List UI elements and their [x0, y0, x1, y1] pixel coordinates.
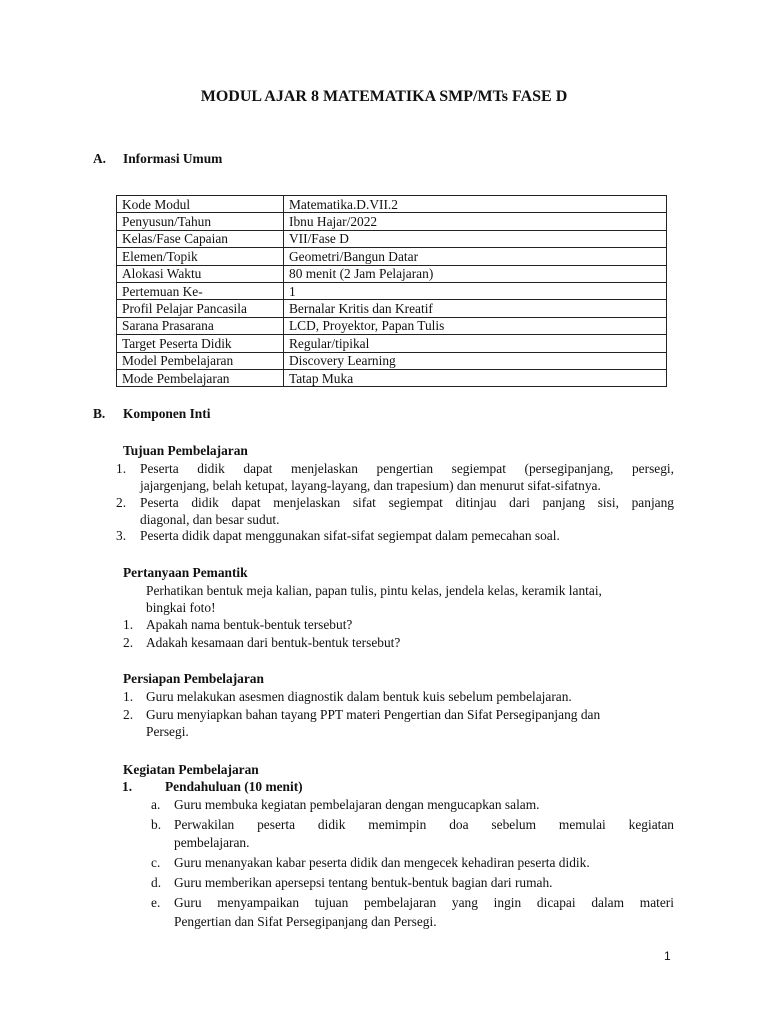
pemantik-heading: Pertanyaan Pemantik: [123, 565, 248, 580]
info-table-value: Discovery Learning: [284, 352, 667, 369]
persiapan-item-2-number: 2.: [123, 707, 134, 722]
tujuan-item-3-line1: Peserta didik dapat menggunakan sifat-sifat segiempat dalam pemecahan soal.: [140, 528, 560, 543]
section-a-letter: A.: [93, 151, 107, 166]
info-table-row: [117, 282, 667, 299]
info-table-key: Elemen/Topik: [117, 248, 284, 265]
info-table-value: Ibnu Hajar/2022: [284, 213, 667, 230]
pemantik-item-1-number: 1.: [123, 617, 134, 632]
tujuan-item-3-number: 3.: [116, 528, 127, 543]
info-table-row: [117, 248, 667, 265]
info-table-value: LCD, Proyektor, Papan Tulis: [284, 317, 667, 334]
info-table-key: Pertemuan Ke-: [117, 282, 284, 299]
info-table-row: [117, 196, 667, 213]
kegiatan-item-c-letter: c.: [151, 855, 161, 870]
kegiatan-step-title: Pendahuluan (10 menit): [165, 779, 303, 794]
kegiatan-item-b-letter: b.: [151, 817, 162, 832]
tujuan-item-2-number: 2.: [116, 495, 127, 510]
info-table-row: [117, 265, 667, 282]
persiapan-item-2-line1: Guru menyiapkan bahan tayang PPT materi Pengertian dan Sifat Persegipanjang dan: [146, 707, 601, 722]
persiapan-item-2-line2: Persegi.: [146, 724, 189, 739]
info-table-row: [117, 213, 667, 230]
kegiatan-item-e-line1: Guru menyampaikan tujuan pembelajaran yang ingin dicapai dalam materi: [174, 895, 674, 910]
info-table-row: [117, 317, 667, 334]
info-table-key: Profil Pelajar Pancasila: [117, 300, 284, 317]
document-title: MODUL AJAR 8 MATEMATIKA SMP/MTs FASE D: [200, 88, 568, 105]
section-b-letter: B.: [93, 406, 106, 421]
info-table-value: Bernalar Kritis dan Kreatif: [284, 300, 667, 317]
pemantik-intro-line2: bingkai foto!: [146, 600, 216, 615]
kegiatan-item-d-text: Guru memberikan apersepsi tentang bentuk-bentuk bagian dari rumah.: [174, 875, 553, 890]
info-table-key: Sarana Prasarana: [117, 317, 284, 334]
info-table-row: [117, 300, 667, 317]
kegiatan-item-e-line2: Pengertian dan Sifat Persegipanjang dan Persegi.: [174, 914, 437, 929]
section-a-heading: Informasi Umum: [123, 151, 223, 166]
info-table-value: VII/Fase D: [284, 230, 667, 247]
info-table-row: [117, 369, 667, 386]
kegiatan-item-b-line1: Perwakilan peserta didik memimpin doa sebelum memulai kegiatan: [174, 817, 674, 832]
info-table-row: [117, 230, 667, 247]
info-table-key: Model Pembelajaran: [117, 352, 284, 369]
section-b-heading: Komponen Inti: [123, 406, 211, 421]
kegiatan-item-a-text: Guru membuka kegiatan pembelajaran dengan mengucapkan salam.: [174, 797, 540, 812]
info-table: [116, 195, 667, 387]
kegiatan-item-b-line2: pembelajaran.: [174, 835, 250, 850]
tujuan-item-2-line1: Peserta didik dapat menjelaskan sifat segiempat ditinjau dari panjang sisi, panjang: [140, 495, 674, 510]
info-table-key: Alokasi Waktu: [117, 265, 284, 282]
info-table-value: Regular/tipikal: [284, 335, 667, 352]
kegiatan-step-number: 1.: [122, 779, 133, 794]
persiapan-item-1-line1: Guru melakukan asesmen diagnostik dalam bentuk kuis sebelum pembelajaran.: [146, 689, 572, 704]
kegiatan-item-a-letter: a.: [151, 797, 161, 812]
info-table-key: Target Peserta Didik: [117, 335, 284, 352]
info-table-key: Penyusun/Tahun: [117, 213, 284, 230]
info-table-key: Kode Modul: [117, 196, 284, 213]
pemantik-item-1-text: Apakah nama bentuk-bentuk tersebut?: [146, 617, 353, 632]
pemantik-item-2-number: 2.: [123, 635, 134, 650]
info-table-row: [117, 335, 667, 352]
tujuan-heading: Tujuan Pembelajaran: [123, 443, 248, 458]
kegiatan-item-e-letter: e.: [151, 895, 161, 910]
page-number: 1: [664, 949, 671, 963]
tujuan-item-1-number: 1.: [116, 461, 127, 476]
info-table-value: Tatap Muka: [284, 369, 667, 386]
tujuan-item-2-line2: diagonal, dan besar sudut.: [140, 512, 280, 527]
info-table-key: Kelas/Fase Capaian: [117, 230, 284, 247]
info-table-value: 80 menit (2 Jam Pelajaran): [284, 265, 667, 282]
pemantik-intro-line1: Perhatikan bentuk meja kalian, papan tulis, pintu kelas, jendela kelas, keramik lantai,: [146, 583, 602, 598]
persiapan-heading: Persiapan Pembelajaran: [123, 671, 264, 686]
pemantik-item-2-text: Adakah kesamaan dari bentuk-bentuk tersebut?: [146, 635, 401, 650]
persiapan-item-1-number: 1.: [123, 689, 134, 704]
kegiatan-item-c-text: Guru menanyakan kabar peserta didik dan mengecek kehadiran peserta didik.: [174, 855, 590, 870]
info-table-key: Mode Pembelajaran: [117, 369, 284, 386]
tujuan-item-1-line2: jajargenjang, belah ketupat, layang-layang, dan trapesium) dan menurut sifat-sifatnya.: [140, 478, 601, 493]
info-table-value: Matematika.D.VII.2: [284, 196, 667, 213]
kegiatan-heading: Kegiatan Pembelajaran: [123, 762, 259, 777]
info-table-value: 1: [284, 282, 667, 299]
info-table-row: [117, 352, 667, 369]
kegiatan-item-d-letter: d.: [151, 875, 162, 890]
tujuan-item-1-line1: Peserta didik dapat menjelaskan pengertian segiempat (persegipanjang, persegi,: [140, 461, 674, 476]
info-table-value: Geometri/Bangun Datar: [284, 248, 667, 265]
